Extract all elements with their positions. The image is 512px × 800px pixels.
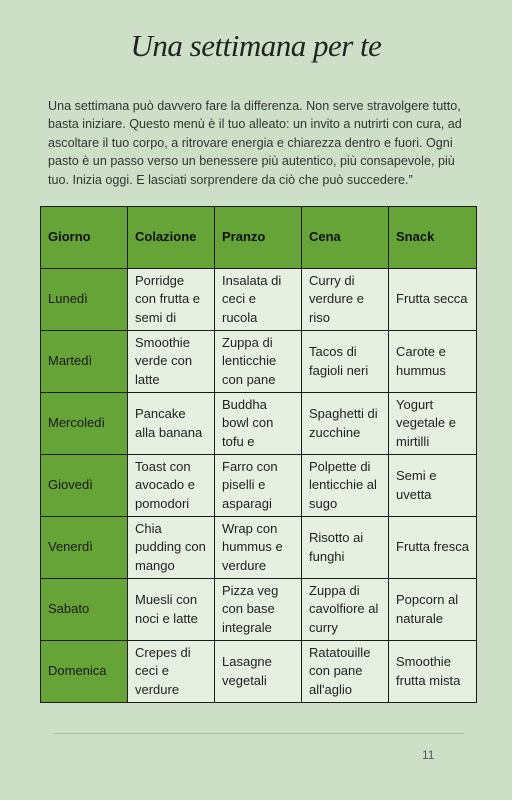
colazione-text: Muesli con noci e latte bbox=[135, 592, 198, 626]
pranzo-cell bbox=[215, 517, 302, 579]
snack-text: Popcorn al naturale bbox=[396, 592, 459, 626]
header-colazione: Colazione bbox=[128, 207, 215, 269]
cena-cell bbox=[302, 393, 389, 455]
weekly-menu-table bbox=[40, 206, 477, 703]
table-row bbox=[41, 579, 477, 641]
colazione-text: Chia pudding con mango bbox=[135, 520, 206, 573]
snack-text: Semi e uvetta bbox=[396, 468, 437, 502]
pranzo-cell bbox=[215, 641, 302, 703]
snack-text: Smoothie frutta mista bbox=[396, 654, 461, 688]
table-header-row bbox=[41, 207, 477, 269]
snack-text: Frutta secca bbox=[396, 291, 468, 307]
table-row bbox=[41, 393, 477, 455]
cena-text: Polpette di lenticchie al sugo bbox=[309, 458, 377, 511]
cena-cell bbox=[302, 269, 389, 331]
header-cena: Cena bbox=[302, 207, 389, 269]
colazione-text: Crepes di ceci e verdure bbox=[135, 644, 191, 697]
snack-cell bbox=[389, 455, 477, 517]
pranzo-cell bbox=[215, 455, 302, 517]
pranzo-text: Farro con piselli e asparagi bbox=[222, 458, 278, 511]
table-row bbox=[41, 641, 477, 703]
colazione-cell bbox=[128, 455, 215, 517]
pranzo-cell bbox=[215, 579, 302, 641]
cena-cell bbox=[302, 455, 389, 517]
colazione-cell bbox=[128, 517, 215, 579]
intro-paragraph: Una settimana può davvero fare la differenza. Non serve stravolgere tutto, basta iniziare. Questo menù è il tuo alleato: un invito a nutrirti con cura, ad ascoltare il tuo corpo, a ritrovare energia e chiarezza dentro e fuori. Ogni pasto è un passo verso un benessere più autentico, più consapevole, più tuo. Inizia oggi. E lasciati sorprendere da ciò che può succedere.” bbox=[48, 98, 462, 187]
footer-divider bbox=[54, 733, 464, 734]
pranzo-text: Zuppa di lenticchie con pane bbox=[222, 334, 277, 387]
cena-text: Tacos di fagioli neri bbox=[309, 344, 369, 378]
snack-cell bbox=[389, 579, 477, 641]
snack-cell bbox=[389, 331, 477, 393]
colazione-cell bbox=[128, 269, 215, 331]
snack-text: Frutta fresca bbox=[396, 539, 469, 555]
cena-cell bbox=[302, 331, 389, 393]
snack-text: Yogurt vegetale e mirtilli bbox=[396, 396, 456, 449]
pranzo-text: Lasagne vegetali bbox=[222, 654, 272, 688]
colazione-cell bbox=[128, 641, 215, 703]
colazione-cell bbox=[128, 579, 215, 641]
cena-text: Curry di verdure e riso bbox=[309, 272, 364, 325]
cena-text: Ratatouille con pane all'aglio bbox=[309, 644, 371, 697]
table-row bbox=[41, 331, 477, 393]
pranzo-cell bbox=[215, 393, 302, 455]
colazione-cell bbox=[128, 331, 215, 393]
page-number: 11 bbox=[422, 748, 435, 762]
colazione-text: Toast con avocado e pomodori bbox=[135, 458, 195, 511]
pranzo-text: Pizza veg con base integrale bbox=[222, 582, 279, 635]
cena-cell bbox=[302, 641, 389, 703]
header-giorno: Giorno bbox=[41, 207, 128, 269]
colazione-text: Pancake alla banana bbox=[135, 406, 203, 440]
cena-text: Spaghetti di zucchine bbox=[309, 406, 378, 440]
pranzo-text: Wrap con hummus e verdure bbox=[222, 520, 283, 573]
snack-cell bbox=[389, 269, 477, 331]
table-row bbox=[41, 269, 477, 331]
colazione-text: Porridge con frutta e semi di bbox=[135, 272, 201, 325]
colazione-cell bbox=[128, 393, 215, 455]
header-pranzo: Pranzo bbox=[215, 207, 302, 269]
snack-cell bbox=[389, 393, 477, 455]
cena-text: Risotto ai funghi bbox=[309, 530, 364, 564]
cena-cell bbox=[302, 517, 389, 579]
day-cell: Domenica bbox=[41, 641, 128, 703]
cena-text: Zuppa di cavolfiore al curry bbox=[309, 582, 379, 635]
cena-cell bbox=[302, 579, 389, 641]
page-title: Una settimana per te bbox=[130, 28, 382, 63]
table-row bbox=[41, 517, 477, 579]
snack-cell bbox=[389, 641, 477, 703]
day-cell: Martedì bbox=[41, 331, 128, 393]
pranzo-cell bbox=[215, 269, 302, 331]
day-cell: Lunedì bbox=[41, 269, 128, 331]
pranzo-text: Insalata di ceci e rucola bbox=[222, 272, 282, 325]
header-snack: Snack bbox=[389, 207, 477, 269]
pranzo-cell bbox=[215, 331, 302, 393]
day-cell: Giovedì bbox=[41, 455, 128, 517]
day-cell: Venerdì bbox=[41, 517, 128, 579]
day-cell: Sabato bbox=[41, 579, 128, 641]
table-body bbox=[41, 269, 477, 703]
snack-text: Carote e hummus bbox=[396, 344, 446, 378]
day-cell: Mercoledì bbox=[41, 393, 128, 455]
pranzo-text: Buddha bowl con tofu e bbox=[222, 396, 274, 449]
snack-cell bbox=[389, 517, 477, 579]
table-row bbox=[41, 455, 477, 517]
colazione-text: Smoothie verde con latte bbox=[135, 334, 193, 387]
